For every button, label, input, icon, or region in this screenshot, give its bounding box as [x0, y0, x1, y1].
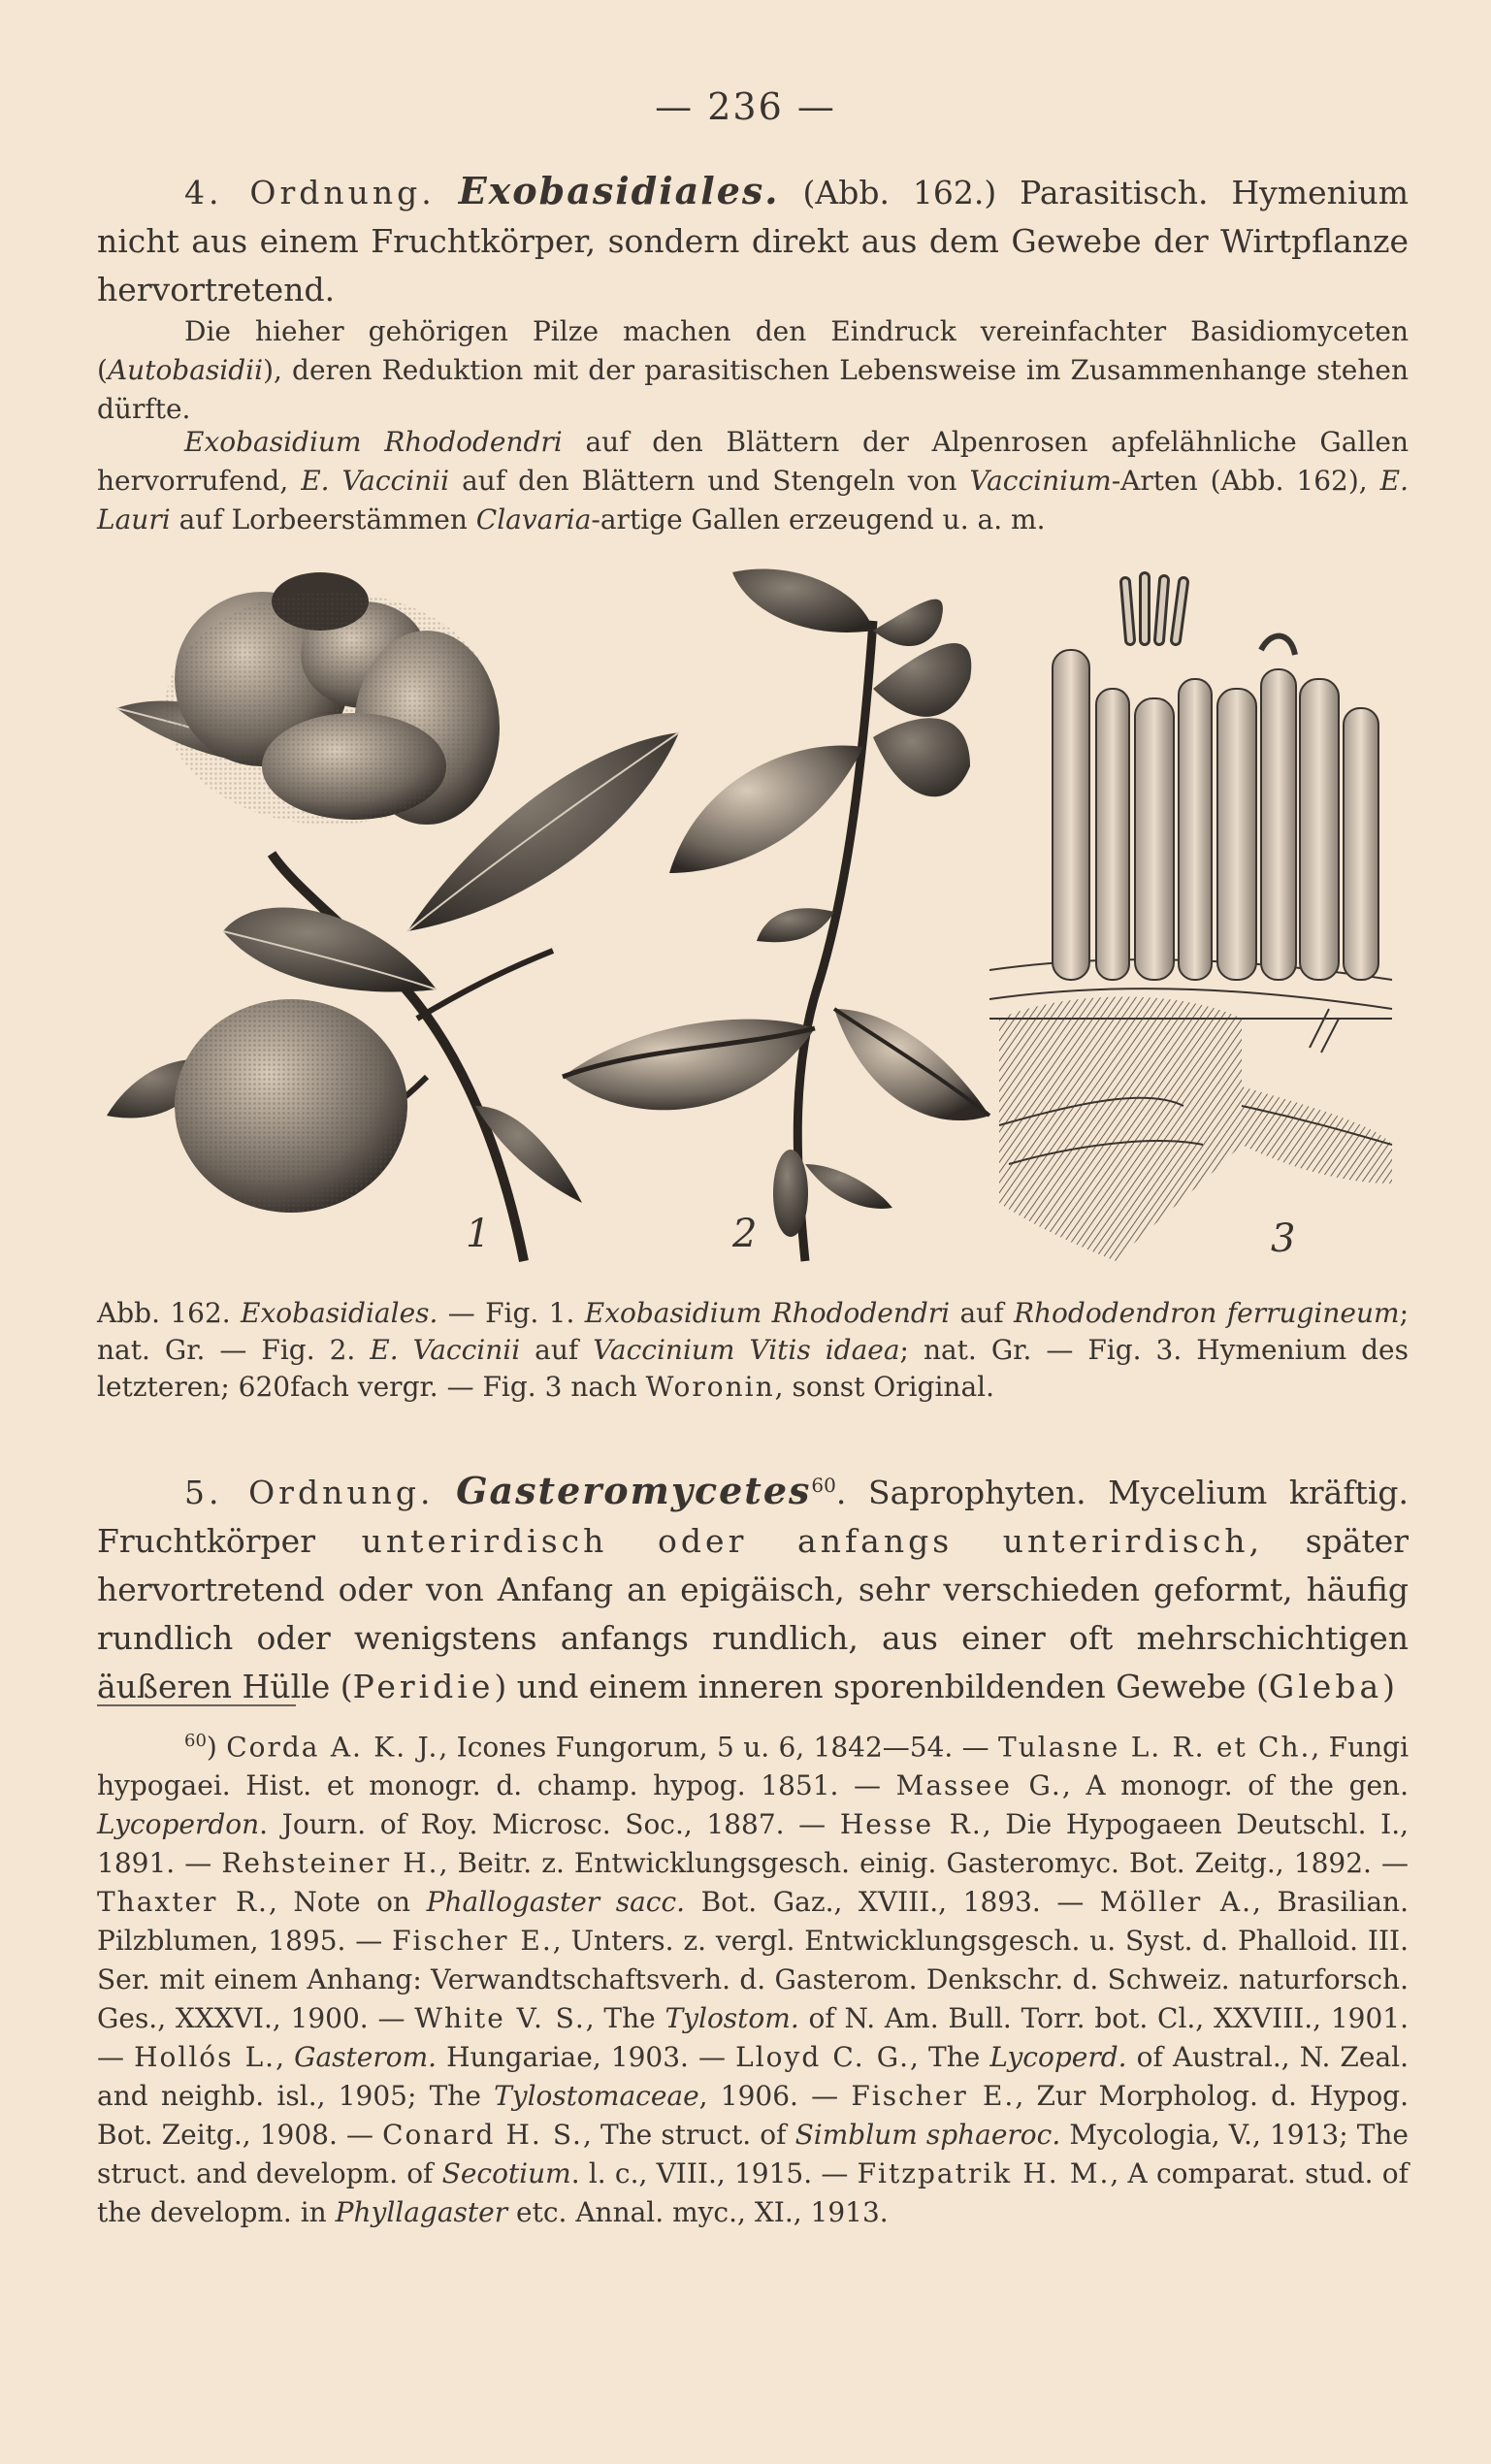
text-run: , 1906. — — [698, 2080, 852, 2113]
text-run: auf den Blättern der Alpenrosen apfelähnliche Gallen hervorrufend, — [97, 426, 1410, 497]
italic-run: Vaccinium — [969, 465, 1112, 497]
fig-label-1: 1 — [466, 1212, 491, 1256]
text-run: ), deren Reduktion mit der parasitischen Lebensweise im Zusammenhange stehen dürfte. — [97, 354, 1409, 425]
fig-3-hymenium-drawing — [989, 577, 1392, 1261]
text-run: , Unters. z. vergl. Entwicklungsgesch. u. Syst. d. Phalloid. III. Ser. mit einem Anhang: Verwandtschaftsverh. d. Gasterom. Denkschr. d. Schweiz. naturforsch. Ges., XXXVI., 1900. — — [97, 1925, 1409, 2035]
text-run: of N. Am. Bull. Torr. bot. Cl., XXVIII., 1901. — — [97, 2002, 1410, 2074]
page-number: — 236 — — [655, 85, 836, 128]
italic-run: Exobasidium Rhododendri — [584, 1297, 951, 1329]
text-run: , Note on — [268, 1886, 427, 1919]
text-run: ; nat. Gr. — Fig. 3. Hymenium des letzteren; 620fach vergr. — Fig. 3 nach — [97, 1334, 1409, 1403]
footnote-mark: 60 — [184, 1731, 207, 1751]
spaced-run: unterirdisch oder anfangs unterirdisch — [361, 1522, 1249, 1560]
text-run: , The — [585, 2002, 665, 2035]
author-name: Möller A. — [1099, 1886, 1252, 1919]
italic-run: Phallogaster sacc. — [426, 1886, 686, 1919]
text-run: , Beitr. z. Entwicklungsgesch. einig. Gasteromyc. Bot. Zeitg., 1892. — — [438, 1847, 1409, 1880]
text-run: , Icones Fungorum, 5 u. 6, 1842—54. — — [438, 1731, 999, 1764]
italic-run: Autobasidii — [107, 354, 264, 386]
footnote-ref: 60 — [811, 1474, 836, 1497]
section-4-paragraph-2 — [97, 423, 1409, 539]
italic-run: Exobasidiales. — [241, 1297, 438, 1329]
text-run: auf — [520, 1334, 594, 1366]
text-run: , — [276, 2041, 295, 2074]
text-run: , sonst Original. — [774, 1371, 995, 1403]
text-run: , The struct. of — [582, 2119, 795, 2152]
italic-run: E. Lauri — [97, 465, 1409, 535]
section-4-prefix: 4. Ordnung. — [184, 174, 436, 211]
text-run: , The — [910, 2041, 990, 2074]
text-run: ) und einem inneren sporenbildenden Gewebe ( — [494, 1668, 1269, 1705]
author-name: Fitzpatrik H. M. — [857, 2157, 1111, 2190]
text-run: Abb. 162. — [97, 1297, 242, 1329]
italic-run: Gasterom. — [294, 2041, 438, 2074]
text-run: -artige Gallen erzeugend u. a. m. — [591, 503, 1046, 535]
author-name: Hollós L. — [134, 2041, 276, 2074]
text-run: Hungariae, 1903. — — [437, 2041, 736, 2074]
text-run: Bot. Gaz., XVIII., 1893. — — [685, 1886, 1100, 1919]
text-run: . Journ. of Roy. Microsc. Soc., 1887. — — [259, 1808, 840, 1841]
text-run: Die hieher gehörigen Pilze machen den Eindruck vereinfachter Basidiomyceten ( — [97, 315, 1409, 386]
author-name: White V. S. — [414, 2002, 586, 2035]
text-run: . Saprophyten. Mycelium kräftig. Fruchtkörper — [97, 1474, 1410, 1560]
italic-run: Rhododendron ferrugineum — [1013, 1297, 1400, 1329]
author-name: Fischer E. — [392, 1925, 553, 1958]
italic-run: Clavaria — [475, 503, 592, 535]
text-run: . l. c., VIII., 1915. — — [570, 2157, 858, 2190]
italic-run: Lycoperd. — [989, 2041, 1127, 2074]
author-name: Tulasne L. R. et Ch. — [998, 1731, 1312, 1764]
text-run: ) — [1382, 1668, 1395, 1705]
figure-illustration — [97, 563, 1409, 1271]
section-5-name: Gasteromycetes — [456, 1469, 812, 1512]
italic-run: Phyllagaster — [335, 2196, 508, 2229]
text-run: etc. Annal. myc., XI., 1913. — [507, 2196, 889, 2229]
text-run: auf — [950, 1297, 1014, 1329]
figure-162 — [97, 563, 1409, 1271]
fig-1-rhododendron-drawing — [107, 572, 679, 1261]
italic-run: E. Vaccinii — [370, 1334, 521, 1366]
fig-label-2: 2 — [732, 1212, 758, 1256]
italic-run: Tylostom. — [664, 2002, 799, 2035]
italic-run: Lycoperdon — [97, 1808, 260, 1841]
spaced-run: Gleba — [1268, 1668, 1383, 1705]
text-run: auf Lorbeerstämmen — [170, 503, 476, 535]
spaced-run: Peridie — [352, 1668, 495, 1705]
section-4-heading — [97, 167, 1409, 314]
footnote-body — [97, 1731, 1409, 2228]
spaced-run: Woronin — [645, 1371, 775, 1403]
section-4-lead: (Abb. 162.) Parasitisch. Hymenium nicht aus einem Fruchtkörper, sondern direkt aus dem Gewebe der Wirtpflanze hervortretend. — [97, 174, 1409, 308]
author-name: Fischer E. — [851, 2080, 1016, 2113]
text-run: , A monogr. of the gen. — [1061, 1769, 1409, 1802]
section-4-name: Exobasidiales. — [458, 169, 780, 212]
text-run: , A comparat. stud. of the developm. in — [97, 2157, 1409, 2229]
italic-run: E. Vaccinii — [301, 465, 450, 497]
text-run: ; nat. Gr. — Fig. 2. — [97, 1297, 1410, 1366]
author-name: Lloyd C. G. — [735, 2041, 911, 2074]
text-run: , Fungi hypogaei. Hist. et monogr. d. champ. hypog. 1851. — — [97, 1731, 1410, 1802]
italic-run: Simblum sphaeroc. — [794, 2119, 1061, 2152]
text-run: , Die Hypogaeen Deutschl. I., 1891. — — [97, 1808, 1409, 1880]
italic-run: Secotium — [441, 2157, 571, 2190]
section-5-prefix: 5. Ordnung. — [184, 1474, 435, 1511]
text-run: , später hervortretend oder von Anfang an epigäisch, sehr verschieden geformt, häufig rundlich oder wenigstens anfangs rundlich, aus einer oft mehrschichtigen äußeren Hülle ( — [97, 1522, 1410, 1705]
author-name: Hesse R. — [839, 1808, 983, 1841]
text-run: , Zur Morpholog. d. Hypog. Bot. Zeitg., 1908. — — [97, 2080, 1409, 2152]
fig-label-3: 3 — [1271, 1216, 1296, 1261]
section-4-paragraph-1 — [97, 312, 1409, 429]
text-run: auf den Blättern und Stengeln von — [449, 465, 970, 497]
author-name: Thaxter R. — [97, 1886, 269, 1919]
author-name: Conard H. S. — [382, 2119, 583, 2152]
text-run: Mycologia, V., 1913; The struct. and developm. of — [97, 2119, 1410, 2190]
italic-run: Tylostomaceae — [494, 2080, 699, 2113]
text-run: of Austral., N. Zeal. and neighb. isl., 1905; The — [97, 2041, 1410, 2113]
author-name: Massee G. — [895, 1769, 1062, 1802]
author-name: Rehsteiner H. — [221, 1847, 439, 1880]
italic-run: Exobasidium Rhododendri — [184, 426, 563, 458]
figure-caption — [97, 1295, 1409, 1406]
author-name: Corda A. K. J. — [226, 1731, 439, 1764]
section-5-paragraph — [97, 1461, 1409, 1711]
text-run: , Brasilian. Pilzblumen, 1895. — — [97, 1886, 1409, 1958]
text-run: ) — [206, 1731, 227, 1764]
text-run: — Fig. 1. — [438, 1297, 585, 1329]
fig-2-vaccinium-drawing — [563, 568, 989, 1261]
footnote-60 — [97, 1722, 1409, 2232]
italic-run: Vaccinium Vitis idaea — [593, 1334, 900, 1366]
text-run: -Arten (Abb. 162), — [1111, 465, 1380, 497]
footnote-divider — [97, 1704, 296, 1706]
